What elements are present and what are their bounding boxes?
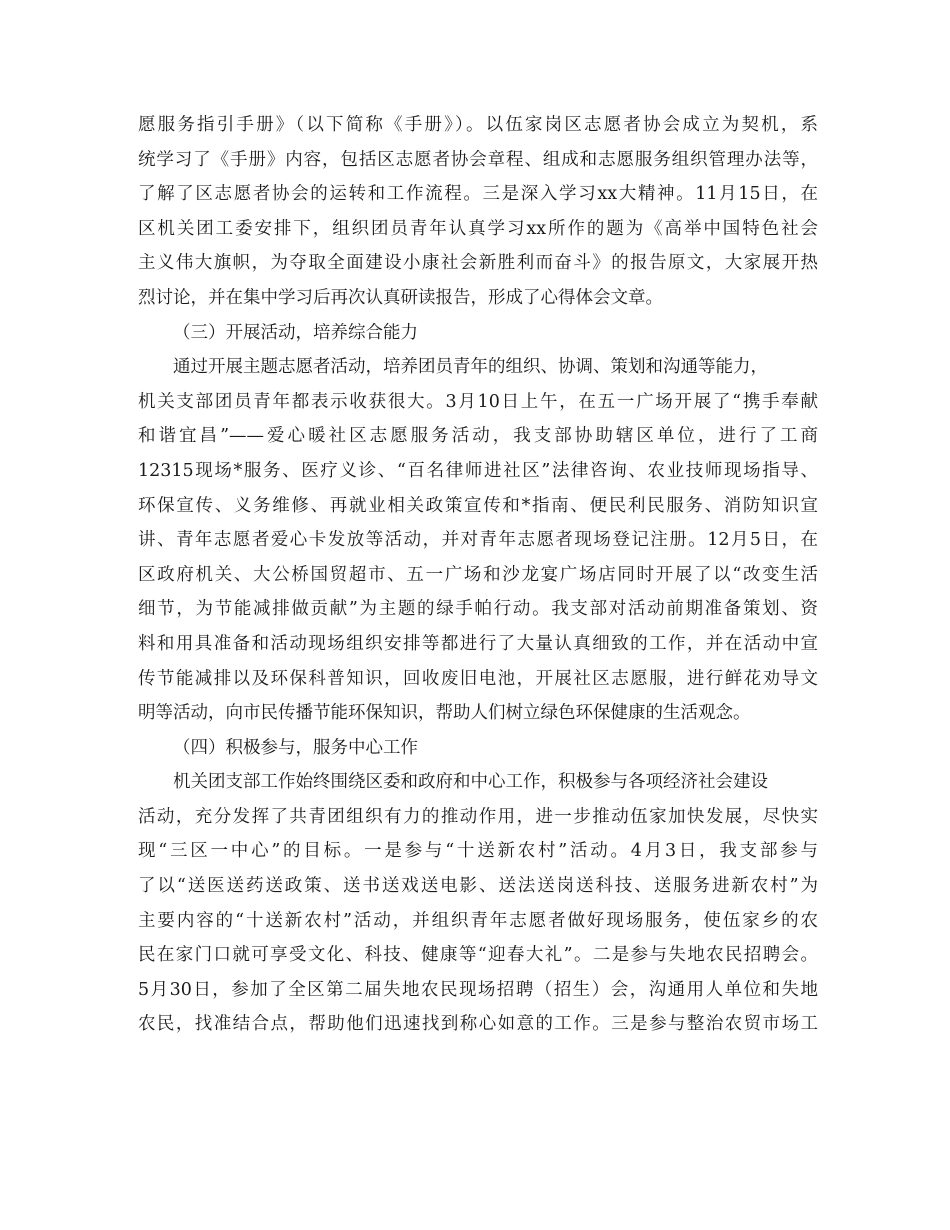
paragraph-line: 主要内容的“十送新农村”活动，并组织青年志愿者做好现场服务，使伍家乡的农	[138, 910, 818, 931]
paragraph-line: 和谐宜昌”——爱心暖社区志愿服务活动，我支部协助辖区单位，进行了工商	[138, 426, 818, 447]
section-heading: （四）积极参与，服务中心工作	[173, 737, 418, 758]
paragraph-line: 讲、青年志愿者爱心卡发放等活动，并对青年志愿者现场登记注册。12月5日，在	[138, 530, 818, 551]
document-body	[138, 108, 818, 1042]
paragraph-line: 主义伟大旗帜，为夺取全面建设小康社会新胜利而奋斗》的报告原文，大家展开热	[138, 253, 818, 274]
paragraph-line: 农民，找准结合点，帮助他们迅速找到称心如意的工作。三是参与整治农贸市场工	[138, 1014, 818, 1035]
paragraph-line: 细节，为节能减排做贡献”为主题的绿手帕行动。我支部对活动前期准备策划、资	[138, 599, 818, 620]
paragraph-line: 区政府机关、大公桥国贸超市、五一广场和沙龙宴广场店同时开展了以“改变生活	[138, 564, 818, 585]
paragraph-line: 机关团支部工作始终围绕区委和政府和中心工作，积极参与各项经济社会建设	[173, 772, 768, 793]
paragraph-line: 区机关团工委安排下，组织团员青年认真学习xx所作的题为《高举中国特色社会	[138, 218, 818, 239]
paragraph-line: 统学习了《手册》内容，包括区志愿者协会章程、组成和志愿服务组织管理办法等，	[138, 149, 818, 170]
paragraph-line: 烈讨论，并在集中学习后再次认真研读报告，形成了心得体会文章。	[138, 287, 663, 308]
paragraph-line: 5月30日，参加了全区第二届失地农民现场招聘（招生）会，沟通用人单位和失地	[138, 979, 818, 1000]
paragraph-line: 了以“送医送药送政策、送书送戏送电影、送法送岗送科技、送服务进新农村”为	[138, 876, 818, 897]
paragraph-line: 12315现场*服务、医疗义诊、“百名律师进社区”法律咨询、农业技师现场指导、	[138, 460, 818, 481]
paragraph-line: 通过开展主题志愿者活动，培养团员青年的组织、协调、策划和沟通等能力，	[173, 357, 768, 378]
paragraph-line: 了解了区志愿者协会的运转和工作流程。三是深入学习xx大精神。11月15日，在	[138, 184, 818, 205]
section-heading: （三）开展活动，培养综合能力	[173, 322, 418, 343]
paragraph-line: 愿服务指引手册》（以下简称《手册》）。以伍家岗区志愿者协会成立为契机，系	[138, 115, 818, 135]
paragraph-line: 料和用具准备和活动现场组织安排等都进行了大量认真细致的工作，并在活动中宣	[138, 633, 818, 654]
paragraph-line: 机关支部团员青年都表示收获很大。3月10日上午，在五一广场开展了“携手奉献	[138, 391, 818, 412]
paragraph-line: 传节能减排以及环保科普知识，回收废旧电池，开展社区志愿服，进行鲜花劝导文	[138, 668, 818, 689]
paragraph-line: 现“三区一中心”的目标。一是参与“十送新农村”活动。4月3日，我支部参与	[138, 841, 818, 862]
paragraph-line: 环保宣传、义务维修、再就业相关政策宣传和*指南、便民利民服务、消防知识宣	[138, 495, 818, 516]
paragraph-line: 活动，充分发挥了共青团组织有力的推动作用，进一步推动伍家加快发展，尽快实	[138, 806, 818, 827]
paragraph-line: 明等活动，向市民传播节能环保知识，帮助人们树立绿色环保健康的生活观念。	[138, 703, 751, 724]
paragraph-line: 民在家门口就可享受文化、科技、健康等“迎春大礼”。二是参与失地农民招聘会。	[138, 945, 818, 966]
